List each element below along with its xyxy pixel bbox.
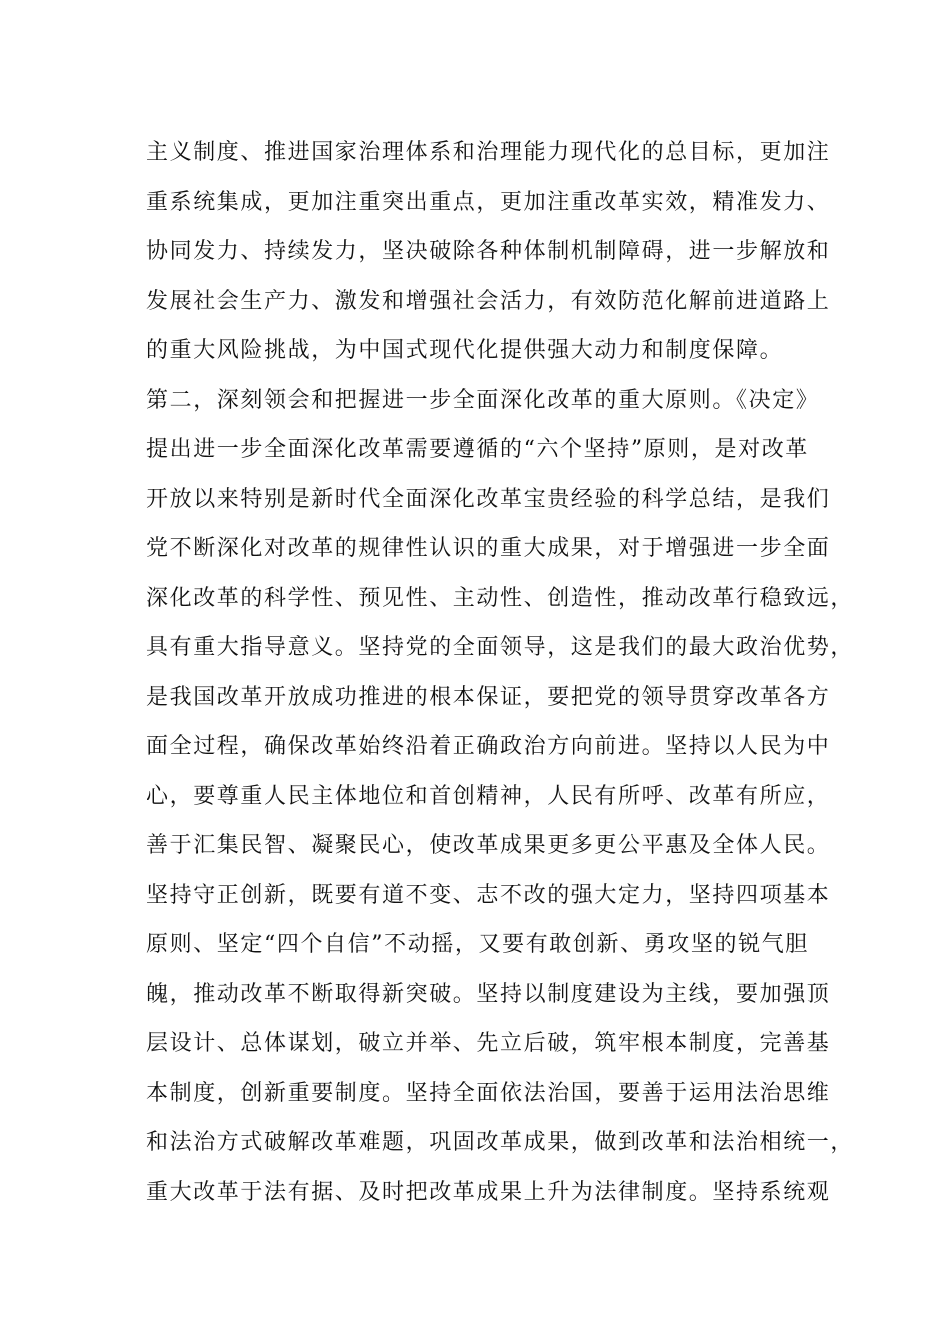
text-line: 和法治方式破解改革难题，巩固改革成果，做到改革和法治相统一， — [146, 1130, 855, 1155]
text-line: 主义制度、推进国家治理体系和治理能力现代化的总目标，更加注 — [146, 140, 831, 165]
text-line: 层设计、总体谋划，破立并举、先立后破，筑牢根本制度，完善基 — [146, 1031, 831, 1056]
text-line: 发展社会生产力、激发和增强社会活力，有效防范化解前进道路上 — [146, 288, 831, 314]
text-line: 本制度，创新重要制度。坚持全面依法治国，要善于运用法治思维 — [146, 1080, 831, 1106]
text-line: 深化改革的科学性、预见性、主动性、创造性，推动改革行稳致远， — [146, 585, 855, 611]
text-line: 协同发力、持续发力，坚决破除各种体制机制障碍，进一步解放和 — [146, 239, 831, 264]
text-line: 面全过程，确保改革始终沿着正确政治方向前进。坚持以人民为中 — [146, 734, 831, 759]
text-line: 党不断深化对改革的规律性认识的重大成果，对于增强进一步全面 — [146, 536, 831, 561]
text-line: 具有重大指导意义。坚持党的全面领导，这是我们的最大政治优势， — [146, 635, 855, 660]
text-line: 魄，推动改革不断取得新突破。坚持以制度建设为主线，要加强顶 — [146, 981, 831, 1007]
text-line: 的重大风险挑战，为中国式现代化提供强大动力和制度保障。 — [146, 338, 784, 363]
text-line: 开放以来特别是新时代全面深化改革宝贵经验的科学总结，是我们 — [146, 486, 831, 512]
text-line: 是我国改革开放成功推进的根本保证，要把党的领导贯穿改革各方 — [146, 684, 831, 710]
text-line: 善于汇集民智、凝聚民心，使改革成果更多更公平惠及全体人民。 — [146, 833, 831, 858]
text-line: 提出进一步全面深化改革需要遵循的“六个坚持”原则，是对改革 — [146, 437, 809, 462]
text-line: 重大改革于法有据、及时把改革成果上升为法律制度。坚持系统观 — [146, 1179, 831, 1205]
text-line: 第二，深刻领会和把握进一步全面深化改革的重大原则。《决定》 — [146, 387, 820, 413]
text-line: 原则、坚定“四个自信”不动摇，又要有敢创新、勇攻坚的锐气胆 — [146, 932, 809, 957]
text-line: 心，要尊重人民主体地位和首创精神，人民有所呼、改革有所应， — [146, 783, 831, 809]
text-line: 坚持守正创新，既要有道不变、志不改的强大定力，坚持四项基本 — [146, 882, 831, 908]
body-text — [146, 128, 855, 1217]
text-line: 重系统集成，更加注重突出重点，更加注重改革实效，精准发力、 — [146, 189, 831, 215]
